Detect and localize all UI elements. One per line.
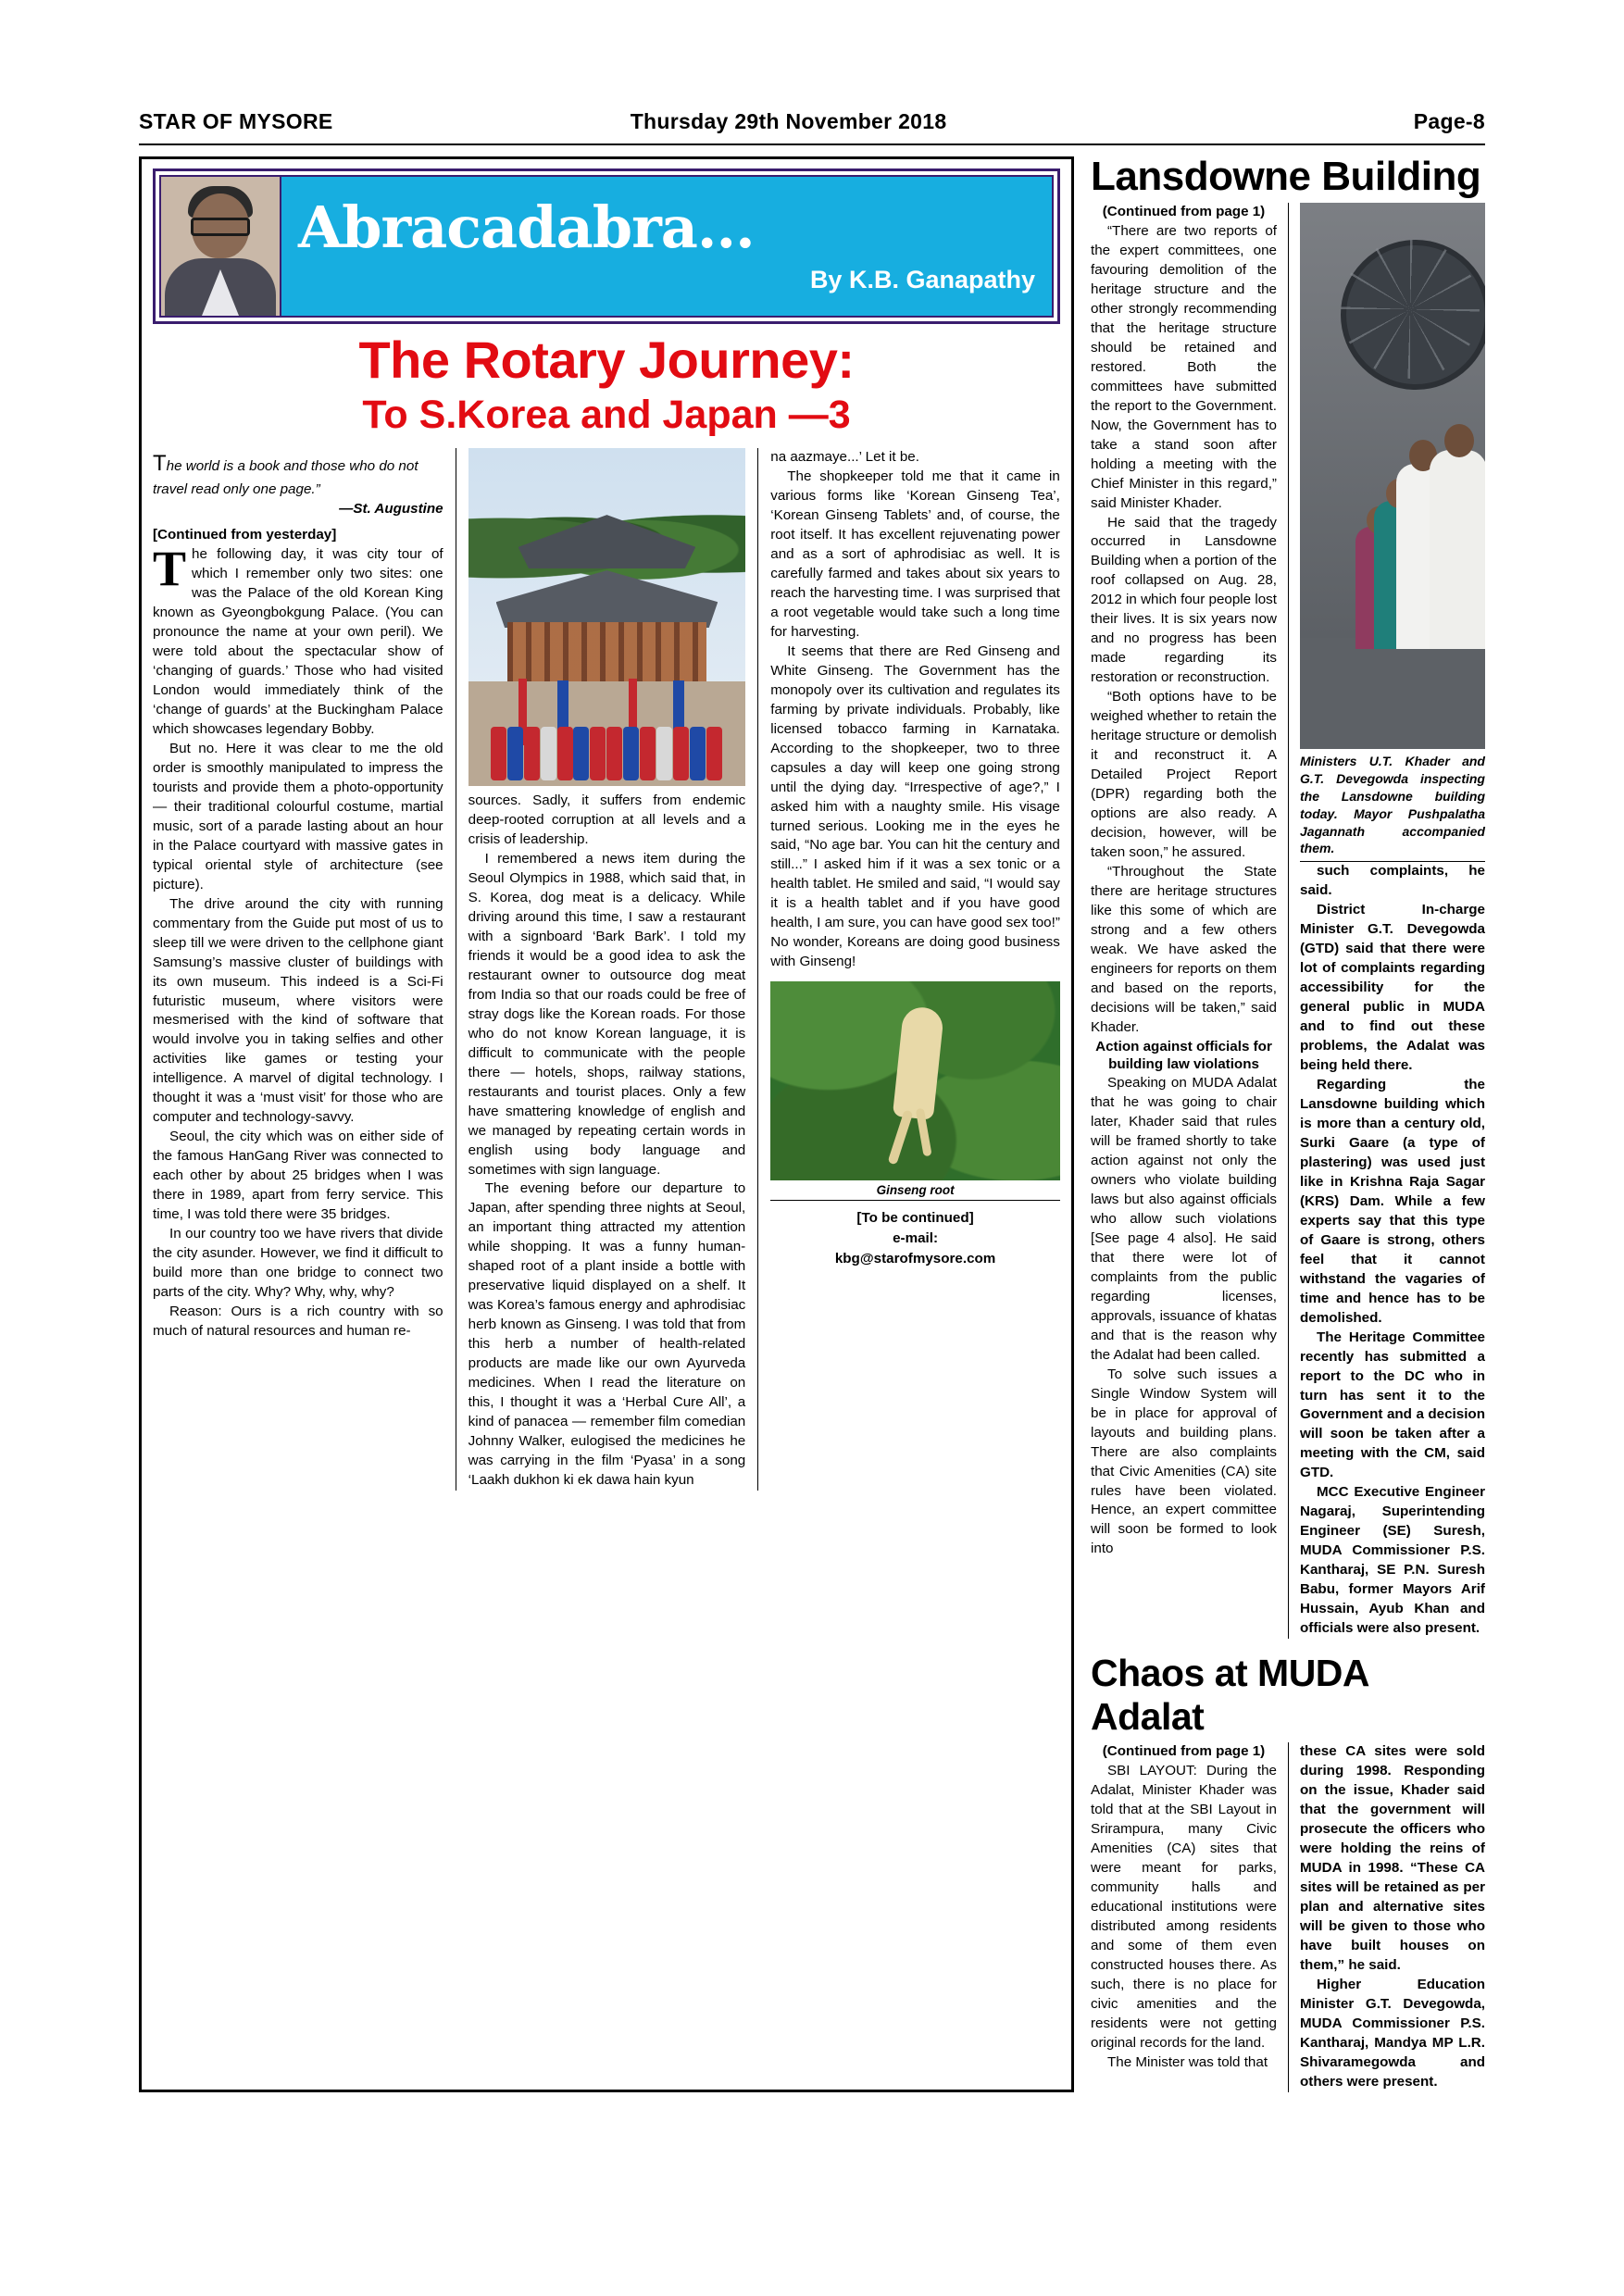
continued-from-note: (Continued from page 1): [1102, 204, 1266, 219]
banner-title: Abracadabra...: [298, 193, 755, 261]
right-column-zone: [1074, 156, 1485, 2092]
ginseng-caption: Ginseng root: [770, 1180, 1060, 1201]
paragraph: The evening before our departure to Japan, after spending three nights at Seoul, an important thing attracted my attention while shopping. It was a funny human-shaped root of a plant inside a bottle with preservative liquid displayed on a shelf. It was Korea’s famous energy and aphrodisiac herb known as Ginseng. I was told that from this herb a number of health-related products are made like our own Ayurveda medicines. When I read the literature on this, I thought it was a ‘Herbal Cure All’, a kind of panacea — remember film comedian Johnny Walker, eulogised the medicines he was carrying in the film ‘Pyasa’ in a song ‘Laakh dukhon ki ek dawa hain kyun: [468, 1180, 746, 1488]
paragraph: Regarding the Lansdowne building which is more than a century old, Surki Gaare (a type of plastering) was used just like in Krishna Raja Sagar (KRS) Dam. While a few experts say that this type of Gaare is strong, others feel that it cannot withstand the vagaries of time and hence has to be demolished.: [1300, 1077, 1485, 1326]
paragraph: District In-charge Minister G.T. Devegowda (GTD) said that there were lot of complaints regarding accessibility for the general public in MUDA and to find out these problems, the Adalat was being held there.: [1300, 902, 1485, 1074]
paragraph: The Minister was told that: [1107, 2053, 1268, 2070]
masthead: [139, 109, 1485, 144]
to-be-continued: [To be continued]: [856, 1210, 974, 1227]
paragraph: The drive around the city with running commentary from the Guide put most of us to sleep till we were driven to the cellphone giant Samsung’s massive cluster of buildings with its own museum. This indeed is a Sci-Fi futuristic museum, where visitors were mesmerised with the kind of software that would involve you in taking selfies and other activities like games or testing your intelligence. A marvel of digital technology. I thought it was a ‘must visit’ for those who are computer and technology-savvy.: [153, 895, 443, 1126]
paragraph: The shopkeeper told me that it came in various forms like ‘Korean Ginseng Tea’, ‘Korean Ginseng Tablets’ and, of course, the root itself. It has excellent rejuvenating power and as a sort of aphrodisiac as well. It is carefully farmed and takes about six years to reach the harvesting time. I was surprised that a root vegetable would take such a long time for harvesting.: [770, 468, 1060, 640]
paragraph: To solve such issues a Single Window System will be in place for approval of layouts and building plans. There are also complaints that Civic Amenities (CA) site rules have been violated. Hence, an expert committee will soon be formed to look into: [1091, 1366, 1277, 1557]
dropcap: T: [153, 541, 187, 597]
epigraph: [153, 448, 443, 518]
article-headline-line1: The Rotary Journey:: [358, 331, 855, 389]
paragraph: Seoul, the city which was on either side of the famous HanGang River was connected to each other by about 25 bridges when I was there in 1989, apart from ferry service. This time, I was told there were 35 bridges.: [153, 1129, 443, 1223]
paragraph: Speaking on MUDA Adalat that he was going to chair later, Khader said that rules will be framed shortly to take action against not only the owners who violate building laws but also against officials who allow such violations [See page 4 also]. He said that there were lot of complaints from the public regarding licenses, approvals, issuance of khatas and that is the reason why the Adalat had been called.: [1091, 1075, 1277, 1363]
paragraph: na aazmaye...’ Let it be.: [770, 449, 919, 466]
email-address[interactable]: kbg@starofmysore.com: [834, 1251, 996, 1267]
paragraph: The Heritage Committee recently has submitted a report to the DC who in turn has sent it to the Government and a decision will soon be taken after a meeting with the CM, said GTD.: [1300, 1329, 1485, 1481]
epigraph-initial: T: [153, 451, 167, 477]
article-column-3: [757, 448, 1060, 1491]
lansdowne-column-b: [1288, 203, 1485, 1639]
page-content: [139, 156, 1485, 2092]
chaos-columns: [1091, 1742, 1485, 2091]
masthead-paper-name: STAR OF MYSORE: [139, 109, 333, 133]
paragraph: In our country too we have rivers that divide the city asunder. However, we find it difficult to build more than one bridge to connect two parts of the city. Why? Why, why, why?: [153, 1226, 443, 1301]
paragraph: “Throughout the State there are heritage structures like this some of which are strong and a few others weak. We have asked the engineers for reports on them and based on the reports, decisions will be taken,” said Khader.: [1091, 863, 1277, 1035]
epigraph-text: he world is a book and those who do not travel read only one page.”: [153, 458, 418, 497]
paragraph: He said that the tragedy occurred in Lansdowne Building when a portion of the roof collapsed on Aug. 28, 2012 in which four people lost their lives. It is six years now and no progress has been made regarding its restoration or reconstruction.: [1091, 514, 1277, 686]
lansdowne-columns: [1091, 203, 1485, 1639]
masthead-divider: [139, 144, 1485, 145]
continued-note: [Continued from yesterday]: [153, 527, 337, 543]
paragraph: “Both options have to be weighed whether to retain the heritage structure or demolish it and reconstruct it. A Detailed Project Report (DPR) regarding both the options are also ready. A decision, however, will be taken soon,” he assured.: [1091, 689, 1277, 860]
article-headline-line2: To S.Korea and Japan —3: [362, 392, 851, 437]
columnist-photo: [161, 177, 281, 316]
abracadabra-article: [139, 156, 1074, 2092]
palace-photo: [468, 448, 746, 786]
paragraph: It seems that there are Red Ginseng and White Ginseng. The Government has the monopoly over its cultivation and regulates its farming by private individuals. Probably, like licensed tobacco farming in Karnataka. According to the shopkeeper, two to three capsules a day will keep one going strong until the dying day. “Irrespective of age?,” I asked him with a naughty smile. His visage turned serious. Looking me in the eyes he said, “No age bar. You can hit the century and still...” I asked him if it was a sex tonic or a health tablet. He smiled and said, “I would say it is a health tablet and if you have good health, I am sure, you can have good sex too!” No wonder, Koreans are doing good business with Ginseng!: [770, 643, 1060, 970]
paragraph: Higher Education Minister G.T. Devegowda, MUDA Commissioner P.S. Kantharaj, Mandya MP L.R. Shivaramegowda and others were present.: [1300, 1976, 1485, 2090]
paragraph: “There are two reports of the expert committees, one favouring demolition of the heritage structure and the other strongly recommending that the heritage structure should be retained and restored. Both the committees have submitted the report to the Government. Now, the Government has to take a stand soon after holding a meeting with the Chief Minister in this regard,” said Minister Khader.: [1091, 222, 1277, 511]
epigraph-attribution: —St. Augustine: [339, 500, 443, 517]
article-columns: [153, 448, 1060, 1491]
ginseng-photo: [770, 981, 1060, 1180]
lansdowne-headline: Lansdowne Building: [1091, 154, 1481, 199]
paragraph: MCC Executive Engineer Nagaraj, Superintending Engineer (SE) Suresh, MUDA Commissioner P.S. Kantharaj, SE P.N. Suresh Babu, former Mayors Arif Hussain, Ayub Khan and officials were also present.: [1300, 1484, 1485, 1637]
paragraph: he following day, it was city tour of which I remember only two sites: one was the Palace of the old Korean King known as Gyeongbokgung Palace. (You can pronounce the name at your own peril). We were told about the spectacular show of ‘changing of guards.’ Those who had visited London would immediately think of the ‘change of guards’ at the Buckingham Palace which showcases legendary Bobby.: [153, 546, 443, 737]
chaos-headline: Chaos at MUDA Adalat: [1091, 1652, 1368, 1739]
paragraph: SBI LAYOUT: During the Adalat, Minister Khader was told that at the SBI Layout in Srirampura, many Civic Amenities (CA) sites that were meant for parks, community halls and educational institutions were distributed among residents and some of them even constructed houses there. As such, there is no place for civic amenities and the residents were not getting original records for the land.: [1091, 1763, 1277, 2051]
paragraph: Reason: Ours is a rich country with so much of natural resources and human re-: [153, 1304, 443, 1339]
paragraph: such complaints, he said.: [1300, 863, 1485, 899]
masthead-page-number: Page-8: [1413, 109, 1485, 133]
article-column-2: [456, 448, 758, 1491]
lansdowne-column-a: [1091, 203, 1288, 1639]
banner-byline: By K.B. Ganapathy: [809, 265, 1035, 293]
article-column-1: [153, 448, 456, 1491]
section-subhead: Action against officials for building law violations: [1095, 1038, 1272, 1073]
email-label: e-mail:: [893, 1230, 939, 1247]
abracadabra-banner: [153, 168, 1060, 324]
paragraph: sources. Sadly, it suffers from endemic deep-rooted corruption at all levels and a crisis of leadership.: [468, 792, 746, 848]
paragraph: I remembered a news item during the Seoul Olympics in 1988, which said that, in S. Korea, dog meat is a delicacy. While driving around this time, I saw a restaurant with a signboard ‘Bark Bark’. I told my friends it would be a good idea to ask the restaurant owner to outsource dog meat from India so that our roads could be free of stray dogs like the Korean roads. For those who do not know Korean language, it is difficult to communicate with the people there — hotels, shops, railway stations, restaurants and tourist places. Only a few have smattering knowledge of english and we managed by repeating certain words in english using body language and sometimes with sign language.: [468, 851, 746, 1178]
continued-from-note: (Continued from page 1): [1102, 1743, 1266, 1760]
paragraph: these CA sites were sold during 1998. Responding on the issue, Khader said that the government will prosecute the officers who were holding the reins of MUDA in 1998. “These CA sites will be retained as per plan and alternative sites will be given to those who have built houses on them,” he said.: [1300, 1743, 1485, 1973]
ministers-photo: [1300, 203, 1485, 749]
paragraph: But no. Here it was clear to me the old order is smoothly manipulated to impress the tourists and provide them a photo-opportunity — their traditional colourful costume, martial music, sort of a parade lasting about an hour in the Palace courtyard with massive gates in typical oriental style of architecture (see picture).: [153, 740, 443, 892]
masthead-date: Thursday 29th November 2018: [630, 109, 947, 133]
ministers-photo-caption: Ministers U.T. Khader and G.T. Devegowda inspecting the Lansdowne building today. Mayor Pushpalatha Jagannath accompanied them.: [1300, 749, 1485, 862]
chaos-column-b: [1288, 1742, 1485, 2091]
chaos-column-a: [1091, 1742, 1288, 2091]
